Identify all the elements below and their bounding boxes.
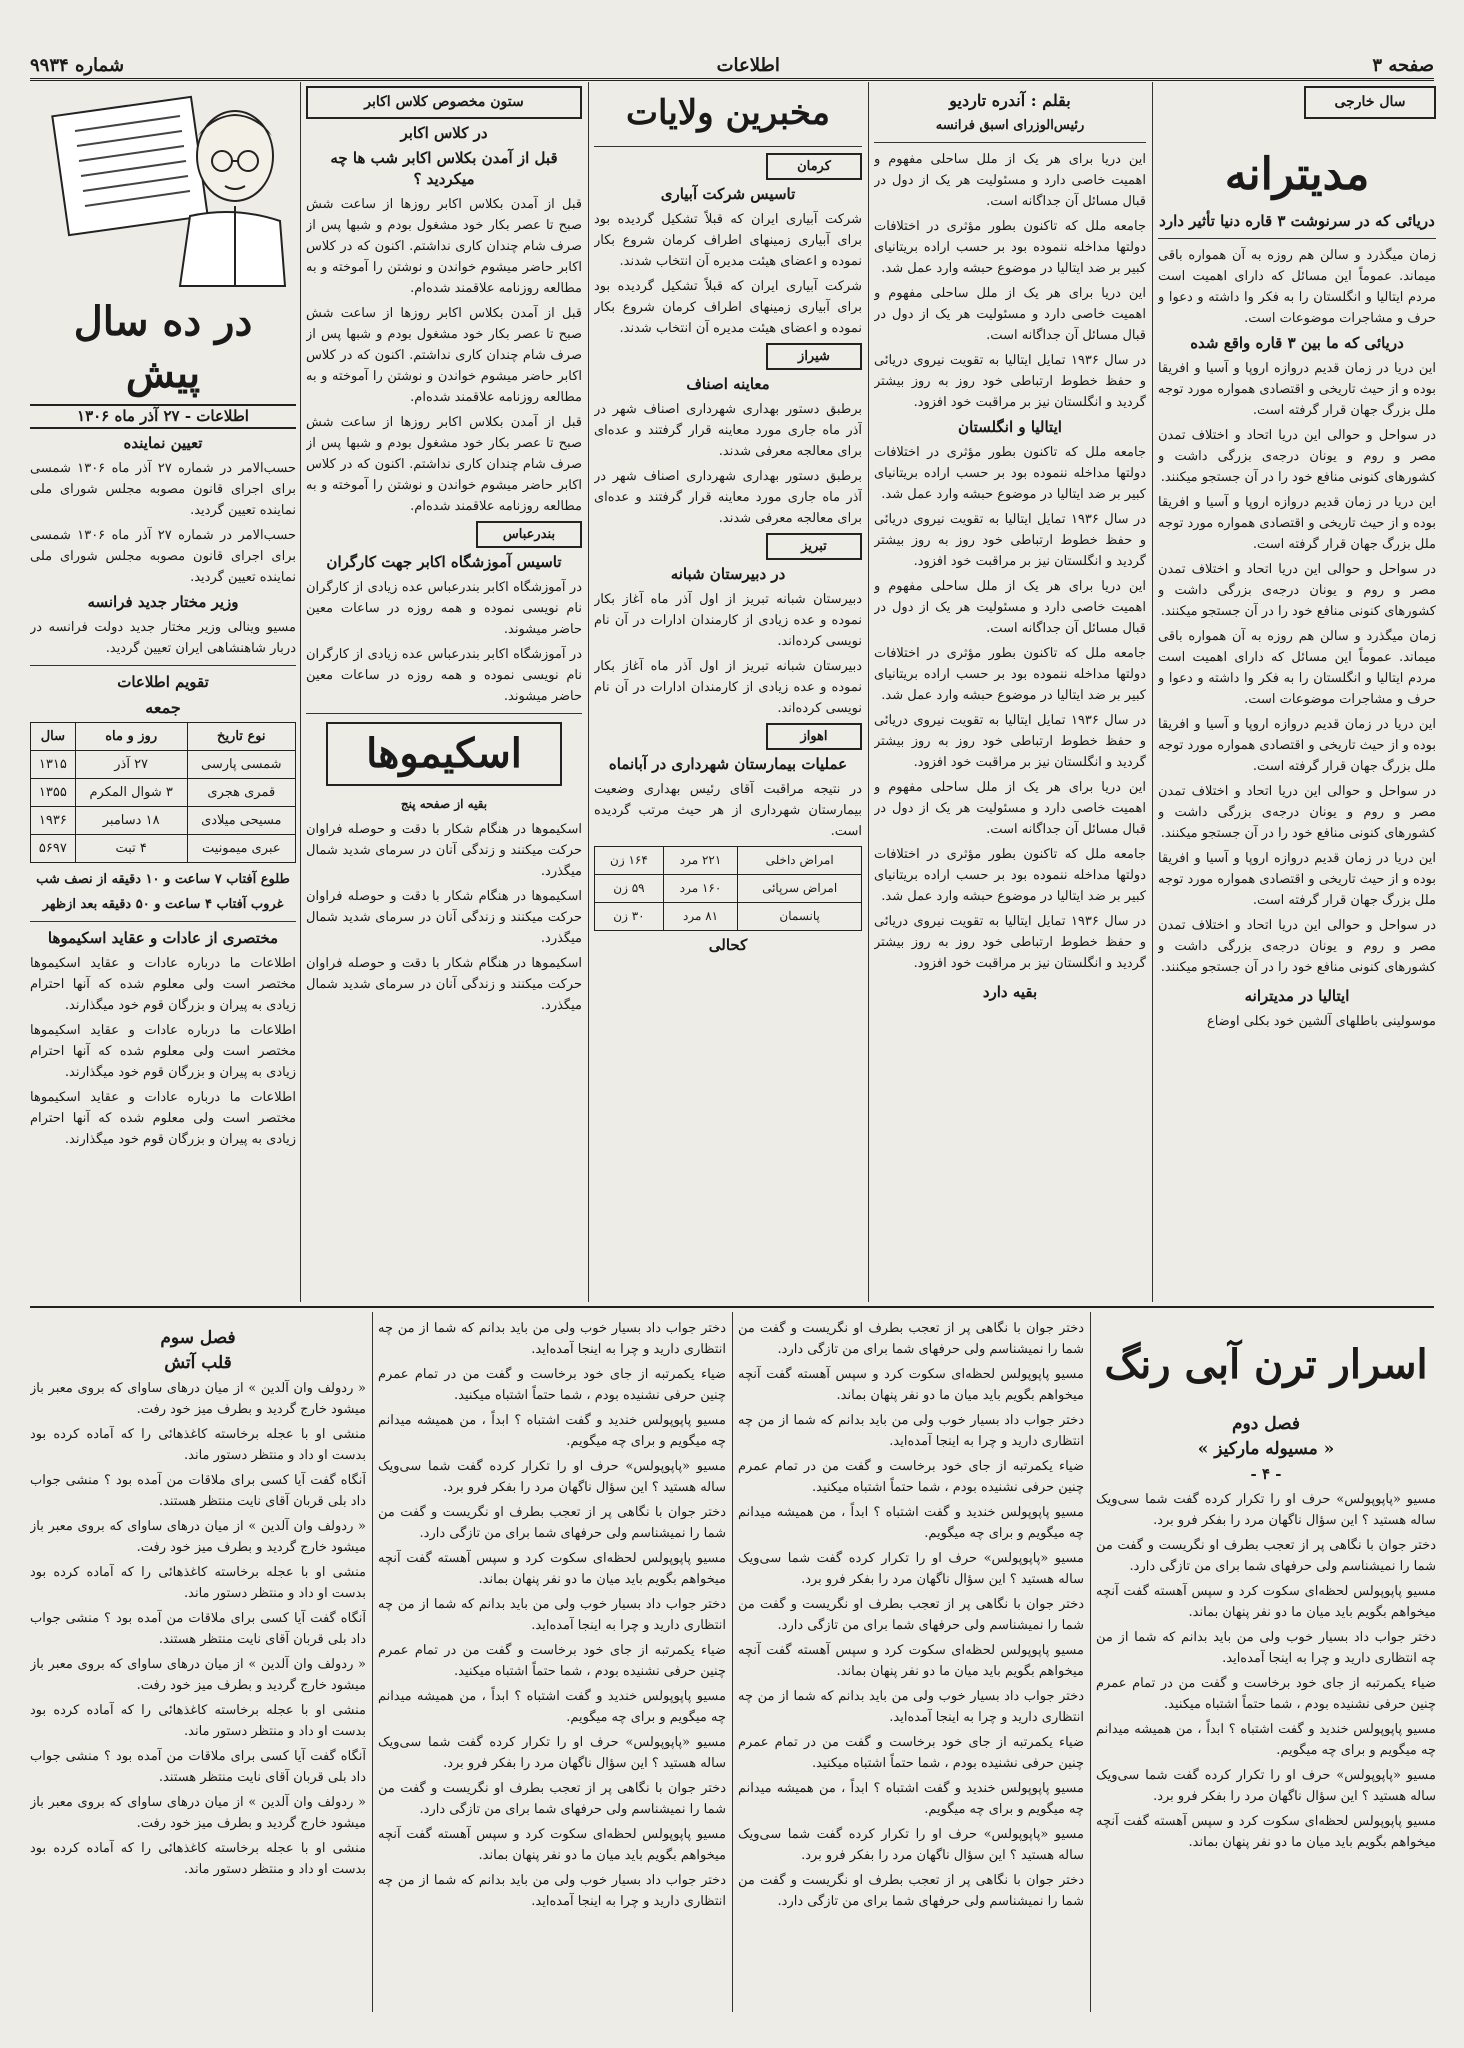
sunrise-line: طلوع آفتاب ۷ ساعت و ۱۰ دقیقه از نصف شب [36, 872, 290, 887]
news-paragraph: برطبق دستور بهداری شهرداری اصناف شهر در آذر ماه جاری مورد معاینه قرار گرفتند و عده‌ای برای معالجه معرفی شدند. [594, 402, 862, 459]
calendar-header-cell: سال [31, 723, 76, 751]
provinces-title: مخبرین ولایات [626, 93, 830, 133]
italy-article [874, 86, 1146, 1302]
column-title: ستون مخصوص کلاس اکابر [306, 86, 582, 119]
news-paragraph: شرکت آبیاری ایران که قبلاً تشکیل گردیده بود برای آبیاری زمینهای اطراف کرمان شروع بکار نموده و اعضای هیئت مدیره آن انتخاب شدند. [594, 279, 862, 336]
story-paragraph: منشی او با عجله برخاسته کاغذهائی را که آماده کرده بود بدست او داد و منتظر دستور ماند. [30, 1565, 366, 1601]
story-paragraph: آنگاه گفت آیا کسی برای ملاقات من آمده بود ؟ منشی جواب داد بلی قربان آقای نایت منتظر هستند. [30, 1749, 366, 1785]
story-paragraph: مسیو پاپوپولس خندید و گفت اشتباه ؟ ابداً ، من همیشه میدانم چه میگویم و برای چه میگویم. [738, 1505, 1084, 1541]
article-paragraph: جامعه ملل که تاکنون بطور مؤثری در اختلافات دولتها مداخله ننموده بود بر حسب اراده بریتانیای کبیر بر ضد ایتالیا در موضوع حبشه وارد عمل شد. [874, 445, 1146, 502]
article-paragraph: این دریا برای هر یک از ملل ساحلی مفهوم و اهمیت خاصی دارد و مسئولیت هر یک از دول در قبال مسائل آن جداگانه است. [874, 152, 1146, 209]
story-paragraph: مسیو پاپوپولس خندید و گفت اشتباه ؟ ابداً ، من همیشه میدانم چه میگویم و برای چه میگویم. [738, 1781, 1084, 1817]
article-paragraph: این دریا برای هر یک از ملل ساحلی مفهوم و اهمیت خاصی دارد و مسئولیت هر یک از دول در قبال مسائل آن جداگانه است. [874, 579, 1146, 636]
article-paragraph: این دریا برای هر یک از ملل ساحلی مفهوم و اهمیت خاصی دارد و مسئولیت هر یک از دول در قبال مسائل آن جداگانه است. [874, 780, 1146, 837]
news-heading: مختصری از عادات و عقاید اسکیموها [47, 929, 279, 947]
article-paragraph: در سال ۱۹۳۶ تمایل ایتالیا به تقویت نیروی دریائی و حفظ خطوط ارتباطی خود روز به روز بیشتر گردید و انگلستان نیز بر مراقبت خود افزود. [874, 713, 1146, 770]
calendar-cell: ۵۶۹۷ [31, 835, 76, 863]
column-rule [1152, 82, 1153, 1302]
calendar-cell: مسیحی میلادی [187, 807, 295, 835]
section-heading: ایتالیا و انگلستان [958, 418, 1062, 436]
news-paragraph: در آموزشگاه اکابر بندرعباس عده زیادی از کارگران نام نویسی نموده و همه روزه در ساعات معین حاضر میشوند. [306, 580, 582, 637]
calendar-cell: ۱۸ دسامبر [75, 807, 187, 835]
article-paragraph: این دریا برای هر یک از ملل ساحلی مفهوم و اهمیت خاصی دارد و مسئولیت هر یک از دول در قبال مسائل آن جداگانه است. [874, 286, 1146, 343]
calendar-day: جمعه [145, 698, 181, 717]
calendar-cell: ۱۳۱۵ [31, 751, 76, 779]
news-heading: کحالی [708, 936, 748, 954]
chapter-label: فصل دوم [1232, 1414, 1300, 1434]
city-tag: کرمان [766, 153, 862, 180]
city-tag: شیراز [766, 343, 862, 370]
foreign-article [1158, 86, 1436, 1302]
article-paragraph: جامعه ملل که تاکنون بطور مؤثری در اختلافات دولتها مداخله ننموده بود بر حسب اراده بریتانیای کبیر بر ضد ایتالیا در موضوع حبشه وارد عمل شد. [874, 847, 1146, 904]
calendar-row [31, 835, 296, 863]
story-paragraph: مسیو پاپوپولس لحظه‌ای سکوت کرد و سپس آهسته گفت آنچه میخواهم بگویم باید میان ما دو نفر پنهان بماند. [1096, 1584, 1436, 1620]
issue-number: شماره ۹۹۳۴ [30, 54, 125, 76]
article-paragraph: در سواحل و حوالی این دریا اتحاد و اختلاف تمدن مصر و روم و یونان درجه‌ی بزرگی داشت و کشورهای کنونی منافع خود را در آن جستجو میکنند. [1158, 562, 1436, 619]
story-paragraph: دختر جواب داد بسیار خوب ولی من باید بدانم که شما از من چه انتظاری دارید و چرا به اینجا آمده‌اید. [738, 1413, 1084, 1449]
article-paragraph: زمان میگذرد و سالن هم روزه به آن همواره باقی میماند. عموماً این مسائل که دارای اهمیت است مردم ایتالیا و انگلستان را به فکر وا داشته و دعوا و حرف و مشاجرات موضوعات است. [1158, 248, 1436, 326]
city-tag: تبریز [766, 533, 862, 560]
article-paragraph: در سواحل و حوالی این دریا اتحاد و اختلاف تمدن مصر و روم و یونان درجه‌ی بزرگی داشت و کشورهای کنونی منافع خود را در آن جستجو میکنند. [1158, 784, 1436, 841]
hospital-cell: ۸۱ مرد [663, 903, 737, 931]
column-rule [732, 1312, 733, 2012]
column-subtitle: در کلاس اکابر [400, 124, 488, 142]
calendar-cell: شمسی پارسی [187, 751, 295, 779]
story-paragraph: دختر جوان با نگاهی پر از تعجب بطرف او نگریست و گفت من شما را نمیشناسم ولی حرفهای شما برای من تازگی دارد. [738, 1597, 1084, 1633]
section-heading: دریائی که ما بین ۳ قاره واقع شده [1190, 334, 1404, 352]
story-paragraph: مسیو پاپوپولس لحظه‌ای سکوت کرد و سپس آهسته گفت آنچه میخواهم بگویم باید میان ما دو نفر پنهان بماند. [738, 1643, 1084, 1679]
hospital-row [595, 903, 862, 931]
story-paragraph: دختر جواب داد بسیار خوب ولی من باید بدانم که شما از من چه انتظاری دارید و چرا به اینجا آمده‌اید. [378, 1873, 726, 1909]
article-paragraph: قبل از آمدن بکلاس اکابر روزها از ساعت شش صبح تا عصر بکار خود مشغول بودم و شبها پس از صرف شام چندان کاری نداشتم. اکنون که در کلاس اکابر حاضر میشوم خواندن و نوشتن را آموخته و به مطالعه روزنامه علاقمند شده‌ام. [306, 197, 582, 296]
story-paragraph: مسیو پاپوپولس لحظه‌ای سکوت کرد و سپس آهسته گفت آنچه میخواهم بگویم باید میان ما دو نفر پنهان بماند. [1096, 1814, 1436, 1850]
article-paragraph: در سواحل و حوالی این دریا اتحاد و اختلاف تمدن مصر و روم و یونان درجه‌ی بزرگی داشت و کشورهای کنونی منافع خود را در آن جستجو میکنند. [1158, 918, 1436, 975]
eskimo-title: اسکیموها [326, 722, 562, 786]
story-paragraph: مسیو «پاپوپولس» حرف او را تکرار کرده گفت شما سی‌ویک ساله هستید ؟ این سؤال ناگهان مرد را بفکر فرو برد. [738, 1827, 1084, 1863]
adult-class-column [306, 86, 582, 1302]
news-heading: معاینه اصناف [686, 375, 770, 393]
dateline: اطلاعات - ۲۷ آذر ماه ۱۳۰۶ [30, 404, 296, 429]
hospital-cell: پانسمان [738, 903, 862, 931]
paper-name: اطلاعات [716, 54, 780, 76]
calendar-row [31, 751, 296, 779]
story-paragraph: مسیو «پاپوپولس» حرف او را تکرار کرده گفت شما سی‌ویک ساله هستید ؟ این سؤال ناگهان مرد را بفکر فرو برد. [1096, 1768, 1436, 1804]
story-paragraph: مسیو پاپوپولس خندید و گفت اشتباه ؟ ابداً ، من همیشه میدانم چه میگویم و برای چه میگویم. [1096, 1722, 1436, 1758]
article-subtitle: دریائی که در سرنوشت ۳ قاره دنیا تأثیر دارد [1159, 212, 1435, 230]
news-paragraph: شرکت آبیاری ایران که قبلاً تشکیل گردیده بود برای آبیاری زمینهای اطراف کرمان شروع بکار نموده و اعضای هیئت مدیره آن انتخاب شدند. [594, 212, 862, 269]
article-paragraph: در سال ۱۹۳۶ تمایل ایتالیا به تقویت نیروی دریائی و حفظ خطوط ارتباطی خود روز به روز بیشتر گردید و انگلستان نیز بر مراقبت خود افزود. [874, 914, 1146, 971]
hospital-cell: ۱۶۴ زن [595, 847, 664, 875]
hospital-cell: امراض داخلی [738, 847, 862, 875]
chapter-name: « مسیوله مارکیز » [1197, 1439, 1335, 1459]
calendar-header-cell: روز و ماه [75, 723, 187, 751]
article-paragraph: جامعه ملل که تاکنون بطور مؤثری در اختلافات دولتها مداخله ننموده بود بر حسب اراده بریتانیای کبیر بر ضد ایتالیا در موضوع حبشه وارد عمل شد. [874, 219, 1146, 276]
news-heading: در دبیرستان شبانه [670, 565, 786, 583]
news-heading: عملیات بیمارستان شهرداری در آبانماه [608, 755, 848, 773]
news-heading: تاسیس شرکت آبیاری [660, 185, 796, 203]
page-number: صفحه ۳ [1372, 54, 1434, 76]
chapter-name: قلب آتش [164, 1353, 232, 1373]
story-paragraph: مسیو «پاپوپولس» حرف او را تکرار کرده گفت شما سی‌ویک ساله هستید ؟ این سؤال ناگهان مرد را بفکر فرو برد. [378, 1459, 726, 1495]
article-paragraph: اطلاعات ما درباره عادات و عقاید اسکیموها مختصر است ولی معلوم شده که آنها احترام زیادی به پیران و بزرگان قوم خود میگذارند. [30, 1023, 296, 1080]
news-paragraph: برطبق دستور بهداری شهرداری اصناف شهر در آذر ماه جاری مورد معاینه قرار گرفتند و عده‌ای برای معالجه معرفی شدند. [594, 469, 862, 526]
installment-number: - ۴ - [1250, 1465, 1282, 1483]
article-paragraph: اسکیموها در هنگام شکار با دقت و حوصله فراوان حرکت میکنند و زندگی آنان در سرمای شدید شمال میگذرد. [306, 889, 582, 946]
left-column [30, 86, 296, 1302]
city-tag: بندرعباس [476, 521, 582, 548]
news-paragraph: در آموزشگاه اکابر بندرعباس عده زیادی از کارگران نام نویسی نموده و همه روزه در ساعات معین حاضر میشوند. [306, 647, 582, 704]
article-paragraph: این دریا در زمان قدیم دروازه اروپا و آسیا و افریقا بوده و از حیث تاریخی و اقتصادی همواره مورد توجه ملل بزرگ جهان قرار گرفته است. [1158, 717, 1436, 774]
calendar-cell: ۳ شوال المکرم [75, 779, 187, 807]
ten-years-title: در ده سال پیش [73, 298, 253, 397]
section-heading: ایتالیا در مدیترانه [1244, 987, 1350, 1005]
hospital-table [594, 846, 862, 931]
article-paragraph: اسکیموها در هنگام شکار با دقت و حوصله فراوان حرکت میکنند و زندگی آنان در سرمای شدید شمال میگذرد. [306, 822, 582, 879]
man-reading-icon [30, 86, 296, 296]
article-paragraph: این دریا در زمان قدیم دروازه اروپا و آسیا و افریقا بوده و از حیث تاریخی و اقتصادی همواره مورد توجه ملل بزرگ جهان قرار گرفته است. [1158, 851, 1436, 908]
article-paragraph: قبل از آمدن بکلاس اکابر روزها از ساعت شش صبح تا عصر بکار خود مشغول بودم و شبها پس از صرف شام چندان کاری نداشتم. اکنون که در کلاس اکابر حاضر میشوم خواندن و نوشتن را آموخته و به مطالعه روزنامه علاقمند شده‌ام. [306, 306, 582, 405]
calendar-cell: عبری میمونیت [187, 835, 295, 863]
story-paragraph: مسیو «پاپوپولس» حرف او را تکرار کرده گفت شما سی‌ویک ساله هستید ؟ این سؤال ناگهان مرد را بفکر فرو برد. [378, 1735, 726, 1771]
story-paragraph: منشی او با عجله برخاسته کاغذهائی را که آماده کرده بود بدست او داد و منتظر دستور ماند. [30, 1703, 366, 1739]
calendar-row [31, 807, 296, 835]
calendar-row [31, 779, 296, 807]
news-paragraph: حسب‌الامر در شماره ۲۷ آذر ماه ۱۳۰۶ شمسی برای اجرای قانون مصوبه مجلس شورای ملی نماینده تعیین گردید. [30, 528, 296, 585]
article-paragraph: موسولینی باطلهای آلشین خود بکلی اوضاع [1206, 1014, 1436, 1029]
story-paragraph: ضیاء یکمرتبه از جای خود برخاست و گفت من در تمام عمرم چنین حرفی نشنیده بودم ، شما حتماً اشتباه میکنید. [378, 1367, 726, 1403]
section-tag: سال خارجی [1304, 86, 1436, 119]
story-paragraph: منشی او با عجله برخاسته کاغذهائی را که آماده کرده بود بدست او داد و منتظر دستور ماند. [30, 1841, 366, 1877]
story-paragraph: ضیاء یکمرتبه از جای خود برخاست و گفت من در تمام عمرم چنین حرفی نشنیده بودم ، شما حتماً اشتباه میکنید. [738, 1459, 1084, 1495]
news-paragraph: حسب‌الامر در شماره ۲۷ آذر ماه ۱۳۰۶ شمسی برای اجرای قانون مصوبه مجلس شورای ملی نماینده تعیین گردید. [30, 461, 296, 518]
hospital-cell: ۳۰ زن [595, 903, 664, 931]
article-title: مدیترانه [1224, 149, 1370, 200]
story-paragraph: ضیاء یکمرتبه از جای خود برخاست و گفت من در تمام عمرم چنین حرفی نشنیده بودم ، شما حتماً اشتباه میکنید. [378, 1643, 726, 1679]
continued-from: بقیه از صفحه پنج [400, 797, 488, 811]
calendar-table [30, 722, 296, 863]
calendar-cell: ۴ تبت [75, 835, 187, 863]
column-rule [372, 1312, 373, 2012]
news-heading: تعیین نماینده [123, 434, 203, 452]
story-paragraph: دختر جوان با نگاهی پر از تعجب بطرف او نگریست و گفت من شما را نمیشناسم ولی حرفهای شما برای من تازگی دارد. [738, 1873, 1084, 1909]
story-paragraph: « ردولف وان آلدین » از میان درهای ساوای که بروی معبر باز میشود خارج گردید و بطرف میز خود رفت. [30, 1381, 366, 1417]
calendar-cell: ۲۷ آذر [75, 751, 187, 779]
story-paragraph: منشی او با عجله برخاسته کاغذهائی را که آماده کرده بود بدست او داد و منتظر دستور ماند. [30, 1427, 366, 1463]
calendar-title: تقویم اطلاعات [117, 673, 209, 691]
hospital-cell: ۵۹ زن [595, 875, 664, 903]
column-subtitle: قبل از آمدن بکلاس اکابر شب ها چه میکردید ؟ [330, 149, 558, 188]
story-paragraph: ضیاء یکمرتبه از جای خود برخاست و گفت من در تمام عمرم چنین حرفی نشنیده بودم ، شما حتماً اشتباه میکنید. [738, 1735, 1084, 1771]
story-paragraph: دختر جواب داد بسیار خوب ولی من باید بدانم که شما از من چه انتظاری دارید و چرا به اینجا آمده‌اید. [1096, 1630, 1436, 1666]
column-rule [868, 82, 869, 1302]
hospital-cell: ۱۶۰ مرد [663, 875, 737, 903]
story-paragraph: مسیو پاپوپولس لحظه‌ای سکوت کرد و سپس آهسته گفت آنچه میخواهم بگویم باید میان ما دو نفر پنهان بماند. [378, 1551, 726, 1587]
calendar-cell: قمری هجری [187, 779, 295, 807]
news-heading: تاسیس آموزشگاه اکابر جهت کارگران [326, 553, 562, 571]
article-paragraph: در سواحل و حوالی این دریا اتحاد و اختلاف تمدن مصر و روم و یونان درجه‌ی بزرگی داشت و کشورهای کنونی منافع خود را در آن جستجو میکنند. [1158, 428, 1436, 485]
news-paragraph: مسیو وینالی وزیر مختار جدید دولت فرانسه در دربار شاهنشاهی ایران تعیین گردید. [30, 620, 296, 656]
column-rule [588, 82, 589, 1302]
provinces-column [594, 86, 862, 1302]
calendar-cell: ۱۹۳۶ [31, 807, 76, 835]
story-paragraph: دختر جوان با نگاهی پر از تعجب بطرف او نگریست و گفت من شما را نمیشناسم ولی حرفهای شما برای من تازگی دارد. [738, 1321, 1084, 1357]
story-paragraph: مسیو پاپوپولس لحظه‌ای سکوت کرد و سپس آهسته گفت آنچه میخواهم بگویم باید میان ما دو نفر پنهان بماند. [738, 1367, 1084, 1403]
chapter-label: فصل سوم [160, 1328, 236, 1348]
byline: بقلم : آندره تاردیو [949, 91, 1071, 110]
fold-rule [30, 1306, 1434, 1308]
city-tag: اهواز [766, 723, 862, 750]
story-paragraph: دختر جوان با نگاهی پر از تعجب بطرف او نگریست و گفت من شما را نمیشناسم ولی حرفهای شما برای من تازگی دارد. [1096, 1538, 1436, 1574]
column-rule [1090, 1312, 1091, 2012]
story-paragraph: « ردولف وان آلدین » از میان درهای ساوای که بروی معبر باز میشود خارج گردید و بطرف میز خود رفت. [30, 1519, 366, 1555]
article-paragraph: زمان میگذرد و سالن هم روزه به آن همواره باقی میماند. عموماً این مسائل که دارای اهمیت است مردم ایتالیا و انگلستان را به فکر وا داشته و دعوا و حرف و مشاجرات موضوعات است. [1158, 629, 1436, 707]
news-heading: وزیر مختار جدید فرانسه [87, 593, 239, 611]
news-paragraph: دبیرستان شبانه تبریز از اول آذر ماه آغاز بکار نموده و عده زیادی از کارمندان ادارات در آن نام نویسی کرده‌اند. [594, 659, 862, 716]
byline-sub: رئیس‌الوزرای اسبق فرانسه [935, 118, 1085, 133]
story-paragraph: مسیو «پاپوپولس» حرف او را تکرار کرده گفت شما سی‌ویک ساله هستید ؟ این سؤال ناگهان مرد را بفکر فرو برد. [738, 1551, 1084, 1587]
story-paragraph: دختر جوان با نگاهی پر از تعجب بطرف او نگریست و گفت من شما را نمیشناسم ولی حرفهای شما برای من تازگی دارد. [378, 1505, 726, 1541]
hospital-row [595, 875, 862, 903]
article-paragraph: این دریا در زمان قدیم دروازه اروپا و آسیا و افریقا بوده و از حیث تاریخی و اقتصادی همواره مورد توجه ملل بزرگ جهان قرار گرفته است. [1158, 495, 1436, 552]
story-paragraph: مسیو «پاپوپولس» حرف او را تکرار کرده گفت شما سی‌ویک ساله هستید ؟ این سؤال ناگهان مرد را بفکر فرو برد. [1096, 1492, 1436, 1528]
running-header [30, 52, 1434, 81]
article-paragraph: قبل از آمدن بکلاس اکابر روزها از ساعت شش صبح تا عصر بکار خود مشغول بودم و شبها پس از صرف شام چندان کاری نداشتم. اکنون که در کلاس اکابر حاضر میشوم خواندن و نوشتن را آموخته و به مطالعه روزنامه علاقمند شده‌ام. [306, 415, 582, 514]
serial-column-3 [378, 1318, 726, 2008]
news-paragraph: دبیرستان شبانه تبریز از اول آذر ماه آغاز بکار نموده و عده زیادی از کارمندان ادارات در آن نام نویسی کرده‌اند. [594, 592, 862, 649]
sunset-line: غروب آفتاب ۴ ساعت و ۵۰ دقیقه بعد ازظهر [42, 897, 284, 912]
hospital-row [595, 847, 862, 875]
hospital-cell: امراض سرپائی [738, 875, 862, 903]
calendar-header-cell: نوع تاریخ [187, 723, 295, 751]
column-rule [300, 82, 301, 1302]
story-paragraph: آنگاه گفت آیا کسی برای ملاقات من آمده بود ؟ منشی جواب داد بلی قربان آقای نایت منتظر هستند. [30, 1473, 366, 1509]
story-paragraph: دختر جواب داد بسیار خوب ولی من باید بدانم که شما از من چه انتظاری دارید و چرا به اینجا آمده‌اید. [378, 1321, 726, 1357]
continued-note: بقیه دارد [982, 983, 1038, 1001]
article-paragraph: در سال ۱۹۳۶ تمایل ایتالیا به تقویت نیروی دریائی و حفظ خطوط ارتباطی خود روز به روز بیشتر گردید و انگلستان نیز بر مراقبت خود افزود. [874, 353, 1146, 410]
story-paragraph: آنگاه گفت آیا کسی برای ملاقات من آمده بود ؟ منشی جواب داد بلی قربان آقای نایت منتظر هستند. [30, 1611, 366, 1647]
hospital-cell: ۲۲۱ مرد [663, 847, 737, 875]
article-paragraph: اسکیموها در هنگام شکار با دقت و حوصله فراوان حرکت میکنند و زندگی آنان در سرمای شدید شمال میگذرد. [306, 956, 582, 1013]
story-paragraph: دختر جوان با نگاهی پر از تعجب بطرف او نگریست و گفت من شما را نمیشناسم ولی حرفهای شما برای من تازگی دارد. [378, 1781, 726, 1817]
story-paragraph: دختر جواب داد بسیار خوب ولی من باید بدانم که شما از من چه انتظاری دارید و چرا به اینجا آمده‌اید. [738, 1689, 1084, 1725]
reader-illustration [30, 86, 296, 296]
story-paragraph: دختر جواب داد بسیار خوب ولی من باید بدانم که شما از من چه انتظاری دارید و چرا به اینجا آمده‌اید. [378, 1597, 726, 1633]
article-paragraph: جامعه ملل که تاکنون بطور مؤثری در اختلافات دولتها مداخله ننموده بود بر حسب اراده بریتانیای کبیر بر ضد ایتالیا در موضوع حبشه وارد عمل شد. [874, 646, 1146, 703]
article-paragraph: اطلاعات ما درباره عادات و عقاید اسکیموها مختصر است ولی معلوم شده که آنها احترام زیادی به پیران و بزرگان قوم خود میگذارند. [30, 956, 296, 1013]
news-paragraph: در نتیجه مراقبت آقای رئیس بهداری وضعیت بیمارستان شهرداری از هر حیث مرتب گردیده است. [594, 782, 862, 839]
article-paragraph: این دریا در زمان قدیم دروازه اروپا و آسیا و افریقا بوده و از حیث تاریخی و اقتصادی همواره مورد توجه ملل بزرگ جهان قرار گرفته است. [1158, 361, 1436, 418]
story-paragraph: « ردولف وان آلدین » از میان درهای ساوای که بروی معبر باز میشود خارج گردید و بطرف میز خود رفت. [30, 1657, 366, 1693]
story-paragraph: « ردولف وان آلدین » از میان درهای ساوای که بروی معبر باز میشود خارج گردید و بطرف میز خود رفت. [30, 1795, 366, 1831]
serial-column-4 [30, 1318, 366, 2008]
serial-title: اسرار ترن آبی رنگ [1104, 1341, 1428, 1388]
story-paragraph: مسیو پاپوپولس لحظه‌ای سکوت کرد و سپس آهسته گفت آنچه میخواهم بگویم باید میان ما دو نفر پنهان بماند. [378, 1827, 726, 1863]
story-paragraph: ضیاء یکمرتبه از جای خود برخاست و گفت من در تمام عمرم چنین حرفی نشنیده بودم ، شما حتماً اشتباه میکنید. [1096, 1676, 1436, 1712]
story-paragraph: مسیو پاپوپولس خندید و گفت اشتباه ؟ ابداً ، من همیشه میدانم چه میگویم و برای چه میگویم. [378, 1413, 726, 1449]
serial-column-1 [1096, 1318, 1436, 2008]
calendar-cell: ۱۳۵۵ [31, 779, 76, 807]
serial-column-2 [738, 1318, 1084, 2008]
article-paragraph: اطلاعات ما درباره عادات و عقاید اسکیموها مختصر است ولی معلوم شده که آنها احترام زیادی به پیران و بزرگان قوم خود میگذارند. [30, 1090, 296, 1147]
story-paragraph: مسیو پاپوپولس خندید و گفت اشتباه ؟ ابداً ، من همیشه میدانم چه میگویم و برای چه میگویم. [378, 1689, 726, 1725]
article-paragraph: در سال ۱۹۳۶ تمایل ایتالیا به تقویت نیروی دریائی و حفظ خطوط ارتباطی خود روز به روز بیشتر گردید و انگلستان نیز بر مراقبت خود افزود. [874, 512, 1146, 569]
